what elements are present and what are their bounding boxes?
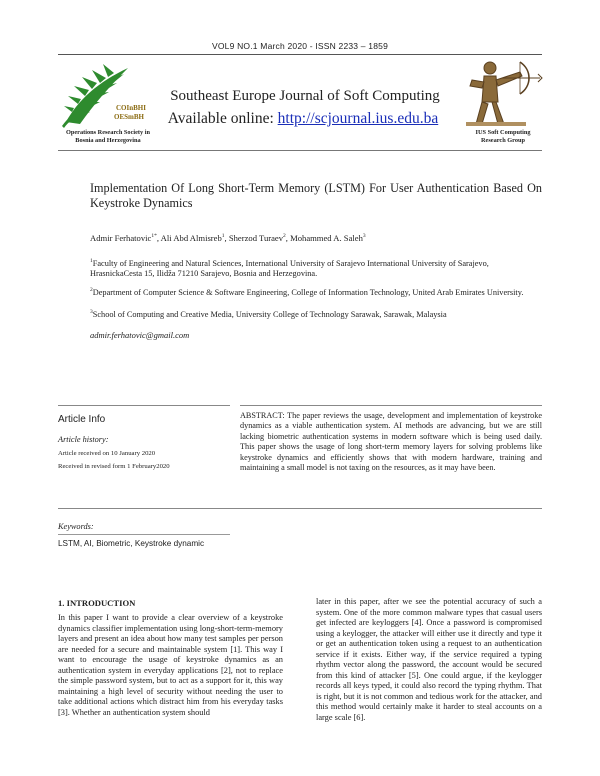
right-caption-line-2: Research Group [480, 137, 526, 144]
available-online-label: Available online: [167, 110, 274, 127]
svg-text:OESmBH: OESmBH [114, 113, 144, 121]
affiliation-sup: 3 [90, 309, 93, 315]
journal-url-link[interactable]: http://scjournal.ius.edu.ba [277, 110, 439, 127]
author-sup: 2 [283, 233, 286, 240]
body-right-column: later in this paper, after we see the potential accuracy of such a system. One of the more common malware types that casual users get infected are keyloggers [4]. Once a password is compromised using a keylogger, the attacker will either use it directly and type it or get an authentication token using a request to an authentication service if it exists. Either way, if the service required a typing rhythm vector along the password, the account would be secured from this kind of attacker [5]. One could argue, if the keylogger records all keys typed, it could also record the typing rhythm. That is right, but it is not common and tedious work for the attacker, and this method would certainly make it harder to steal accounts on a large scale [6]. [316, 597, 542, 722]
author-list: Admir Ferhatovic$^{1*}$, Ali Abd Almisreb$^1$, Sherzod Turaev$^2$, Mohammed A. Saleh$^3$ [90, 233, 366, 243]
author-name: Ali Abd Almisreb [160, 233, 222, 243]
affiliation-text: Faculty of Engineering and Natural Sciences, International University of Sarajevo International University of Sarajevo, HrasnickaCesta 15, Ilidža 71210 Sarajevo, Bosnia and Herzegovina. [90, 258, 489, 279]
volume-line: VOL9 NO.1 March 2020 - ISSN 2233 – 1859 [211, 41, 388, 51]
author-name: Sherzod Turaev [228, 233, 284, 243]
body-left-column: In this paper I want to provide a clear overview of a keystroke dynamics classifier implementation using long-short-term-memory layers and present an idea about how many test samples per person are needed for a secure and maintainable system [1]. This way I want to encourage the usage of keystroke dynamics as an authentication system in everyday applications [2], not to replace the simple password system, but to act as a support for it, this way maintaining a high level of security without needing the user to take additional actions which distract him from his everyday tasks [3]. Whether an authentication system should [58, 613, 283, 717]
abstract-text: ABSTRACT: The paper reviews the usage, development and implementation of keystroke dynamics as a viable authentication system. AI methods are advancing, but we are still lacking biometric authentication systems in modern software which is being used daily. This paper shows the usage of long short-term memory layers for solving problems like keystroke dynamics and efficiently shows that with modern hardware, training and maintaining a small model is not taxing on the resources, as it may have been. [240, 411, 542, 473]
author-sup: 1 [221, 233, 225, 240]
affiliation-sup: 1 [90, 258, 93, 264]
author-sup: 1* [151, 233, 157, 240]
article-revised: Received in revised form 1 February2020 [58, 463, 170, 470]
section-title-introduction: 1. INTRODUCTION [58, 598, 136, 608]
affiliation-2 [90, 285, 542, 298]
left-logo-caption [56, 129, 160, 145]
affiliation-1 [90, 256, 542, 280]
author-sup: 3 [362, 233, 366, 240]
header-bottom-rule [58, 150, 542, 151]
affiliation-3 [90, 307, 542, 320]
journal-name: Southeast Europe Journal of Soft Computing [170, 88, 440, 104]
author-name: Admir Ferhatovic [90, 233, 152, 243]
available-online [158, 110, 448, 128]
affiliation-sup: 2 [90, 287, 93, 293]
keywords-rule [58, 534, 230, 535]
fern-logo-lettering [114, 104, 146, 121]
left-caption-line-2: Bosnia and Herzegovina [75, 137, 141, 144]
right-caption-line-1: IUS Soft Computing [475, 129, 531, 136]
svg-text:COInBHI: COInBHI [116, 104, 146, 112]
header-top-rule [58, 54, 542, 55]
article-history-label: Article history: [58, 435, 109, 444]
affiliation-text: Department of Computer Science & Software Engineering, College of Information Technology, United Arab Emirates University. [92, 287, 524, 297]
keywords-label: Keywords: [58, 522, 94, 531]
article-received: Article received on 10 January 2020 [58, 450, 156, 457]
keywords-text: LSTM, AI, Biometric, Keystroke dynamic [58, 539, 205, 548]
left-caption-line-1: Operations Research Society in [65, 129, 150, 136]
article-info-top-rule [58, 405, 230, 406]
affiliation-text: School of Computing and Creative Media, University College of Technology Sarawak, Sarawak, Malaysia [92, 309, 447, 319]
abstract-bottom-rule [58, 508, 542, 509]
author-name: Mohammed A. Saleh [290, 233, 363, 243]
abstract-top-rule [240, 405, 542, 406]
article-title: Implementation Of Long Short-Term Memory (LSTM) For User Authentication Based On Keystroke Dynamics [90, 181, 542, 210]
article-info-heading: Article Info [58, 414, 106, 425]
right-logo-caption [458, 129, 548, 145]
author-email: admir.ferhatovic@gmail.com [90, 330, 190, 340]
